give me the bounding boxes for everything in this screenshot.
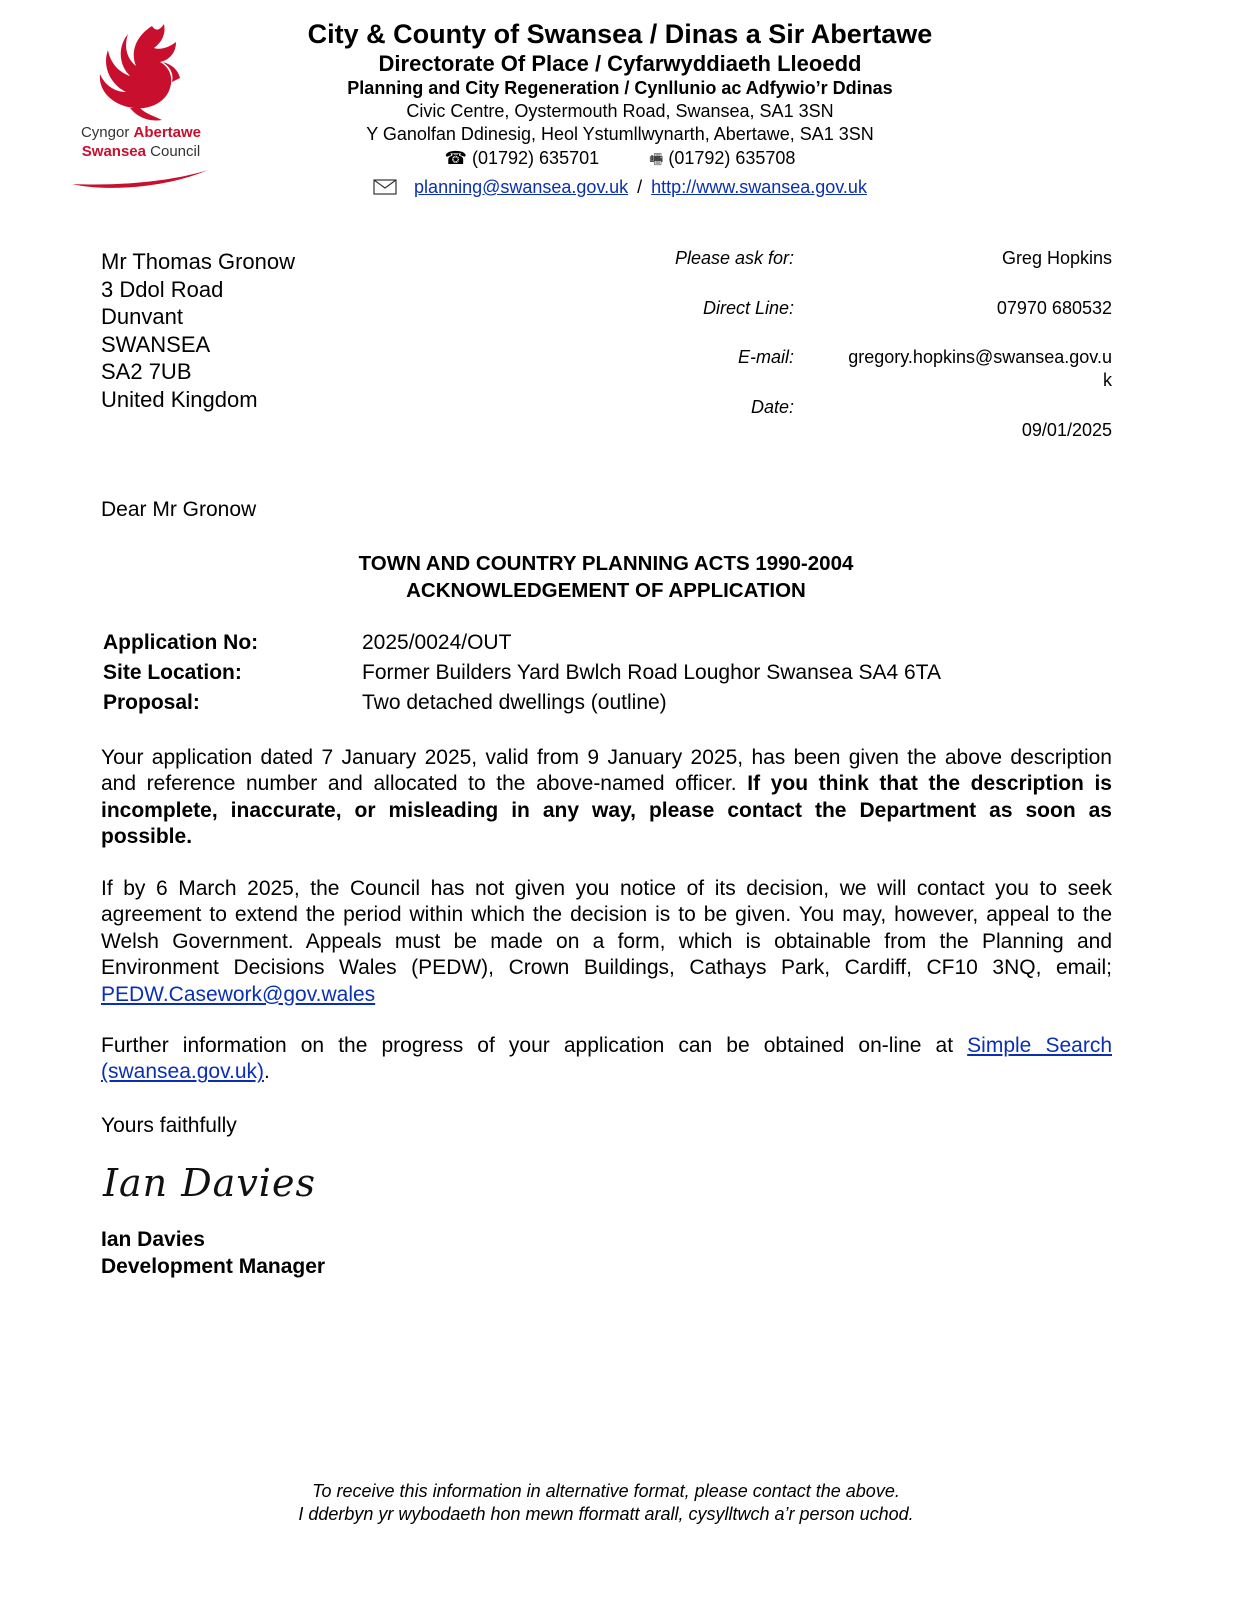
direct-line-label: Direct Line: <box>702 298 794 318</box>
org-web: planning@swansea.gov.uk / http://www.swansea.gov.uk <box>250 175 990 201</box>
phone-icon: ☎ <box>444 148 467 168</box>
logo-english-name: Swansea Council <box>81 143 201 160</box>
officer-email-line1: gregory.hopkins@swansea.gov.u <box>848 347 1112 367</box>
simple-search-link[interactable]: Simple Search (swansea.gov.uk) <box>101 1034 1112 1084</box>
recipient-line: 3 Ddol Road <box>101 276 224 302</box>
heading-line1: TOWN AND COUNTRY PLANNING ACTS 1990-2004 <box>358 552 854 575</box>
footer-line-en: To receive this information in alternative format, please contact the above. <box>312 1481 900 1501</box>
org-phone-fax <box>250 146 990 172</box>
heading-line2: ACKNOWLEDGEMENT OF APPLICATION <box>406 579 806 602</box>
dragon-emblem-icon <box>66 22 216 132</box>
envelope-icon <box>373 177 397 201</box>
salutation: Dear Mr Gronow <box>101 498 257 521</box>
signer-block <box>101 1226 325 1280</box>
council-logo <box>66 22 216 190</box>
email-label: E-mail: <box>737 347 794 367</box>
phone-number: (01792) 635701 <box>472 148 600 168</box>
footer-line-cy: I dderbyn yr wybodaeth hon mewn fformatt arall, cysylltwch a’r person uchod. <box>298 1504 914 1524</box>
signer-name: Ian Davies <box>101 1228 205 1251</box>
proposal-label: Proposal: <box>103 691 200 714</box>
footer-note <box>0 1480 1212 1526</box>
site-location-value: Former Builders Yard Bwlch Road Loughor Swansea SA4 6TA <box>362 661 941 684</box>
date-label: Date: <box>750 397 794 417</box>
svg-text:Ian Davies: Ian Davies <box>103 1161 316 1205</box>
recipient-line: United Kingdom <box>101 386 258 412</box>
officer-email-line2: k <box>1103 370 1112 390</box>
date-value: 09/01/2025 <box>1021 420 1112 440</box>
logo-swoosh-icon <box>66 162 216 192</box>
proposal-value: Two detached dwellings (outline) <box>362 691 667 714</box>
closing: Yours faithfully <box>101 1114 237 1137</box>
recipient-line: Mr Thomas Gronow <box>101 249 295 274</box>
signer-title: Development Manager <box>101 1255 326 1278</box>
fax-icon: 🖷 <box>649 151 664 168</box>
recipient-line: SA2 7UB <box>101 359 192 384</box>
recipient-address <box>101 248 295 413</box>
ask-for-label: Please ask for: <box>674 248 794 268</box>
website-link[interactable]: http://www.swansea.gov.uk <box>651 177 867 197</box>
logo-welsh-name: Cyngor Abertawe <box>80 124 202 141</box>
handwritten-signature <box>101 1160 341 1215</box>
fax-number: (01792) 635708 <box>668 148 796 168</box>
recipient-line: Dunvant <box>101 304 183 329</box>
ask-for-value: Greg Hopkins <box>1001 248 1112 268</box>
direct-line-value: 07970 680532 <box>996 298 1112 318</box>
paragraph-online-progress: Further information on the progress of your application can be obtained on-line at Simple Search (swansea.gov.uk). <box>101 1034 1112 1084</box>
application-no-value: 2025/0024/OUT <box>362 631 512 654</box>
org-title: City & County of Swansea / Dinas a Sir Abertawe <box>307 19 933 49</box>
application-no-label: Application No: <box>103 631 259 654</box>
org-address-en: Civic Centre, Oystermouth Road, Swansea, SA1 3SN <box>406 101 834 121</box>
organisation-header <box>250 18 990 201</box>
recipient-line: SWANSEA <box>101 331 211 357</box>
paragraph-decision-appeal: If by 6 March 2025, the Council has not given you notice of its decision, we will contact you to seek agreement to extend the period within which the decision is to be given. You may, however, appeal to the Welsh Government. Appeals must be made on a form, which is obtainable from the Planning and Environment Decisions Wales (PEDW), Crown Buildings, Cathays Park, Cardiff, CF10 3NQ, email; PEDW.Casework@gov.wales <box>101 877 1112 1006</box>
org-department: Planning and City Regeneration / Cynllunio ac Adfywio’r Ddinas <box>347 78 893 98</box>
org-directorate: Directorate Of Place / Cyfarwyddiaeth Lleoedd <box>378 51 862 76</box>
letter-heading <box>0 550 1212 604</box>
pedw-email-link[interactable]: PEDW.Casework@gov.wales <box>101 982 376 1006</box>
paragraph-acknowledgement: Your application dated 7 January 2025, valid from 9 January 2025, has been given the above description and reference number and allocated to the above-named officer. If you think that the description is incomplete, inaccurate, or misleading in any way, please contact the Department as soon as possible. <box>101 746 1112 849</box>
site-location-label: Site Location: <box>103 661 242 684</box>
email-link[interactable]: planning@swansea.gov.uk <box>414 177 629 197</box>
org-address-cy: Y Ganolfan Ddinesig, Heol Ystumllwynarth, Abertawe, SA1 3SN <box>366 124 874 144</box>
